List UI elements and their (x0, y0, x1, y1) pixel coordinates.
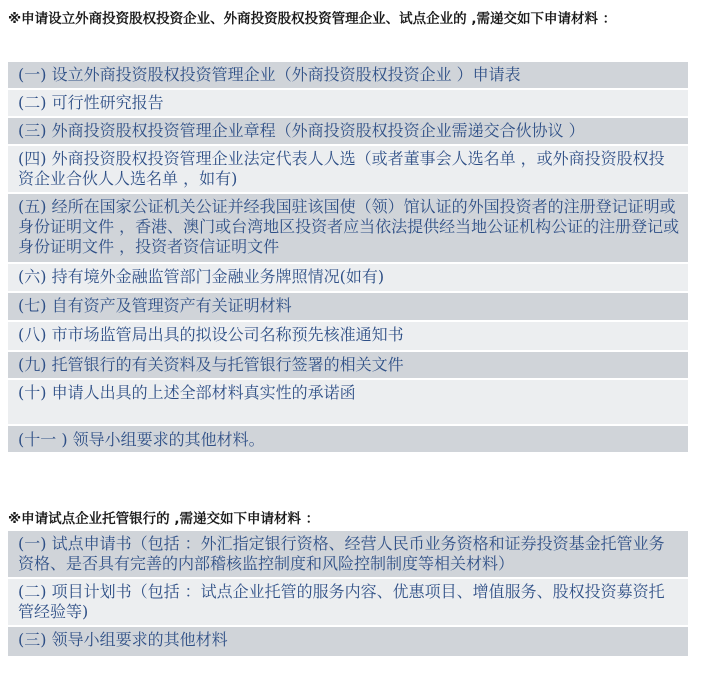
list-item-text: (五) 经所在国家公证机关公证并经我国驻该国使（领）馆认证的外国投资者的注册登记证明或身份证明文件 ，香港、澳门或台湾地区投资者应当依法提供经当地公证机构公证的注册登记或身份证明文件 ，投资者资信证明文件 (18, 197, 680, 256)
list-item (8, 293, 688, 322)
section1-heading: ※申请设立外商投资股权投资企业、外商投资股权投资管理企业、试点企业的 ,需递交如下申请材料 ： (8, 11, 617, 27)
list-item (8, 352, 688, 380)
list-item (8, 579, 688, 627)
list-item (8, 264, 688, 293)
list-item-text: (四) 外商投资股权投资管理企业法定代表人人选（或者董事会人选名单 ，或外商投资股权投资企业合伙人人选名单 ，如有) (18, 149, 665, 188)
list-item-text: (六) 持有境外金融监管部门金融业务牌照情况(如有) (18, 267, 385, 286)
list-item-text: (二) 项目计划书（包括 ：试点企业托管的服务内容、优惠项目、增值服务、股权投资募资托管经验等) (18, 582, 665, 621)
list-item (8, 118, 688, 146)
list-item-text: (三) 领导小组要求的其他材料 (18, 630, 228, 649)
list-item (8, 90, 688, 118)
list-item (8, 380, 688, 426)
list-item-text: (十一 ) 领导小组要求的其他材料。 (18, 430, 265, 449)
list-item-text: (七) 自有资产及管理资产有关证明材料 (18, 296, 292, 315)
list-item (8, 531, 688, 579)
list-item (8, 627, 688, 658)
list-item (8, 146, 688, 194)
section2-heading: ※申请试点企业托管银行的 ,需递交如下申请材料 ： (8, 511, 320, 527)
list-item-text: (一) 试点申请书（包括 ：外汇指定银行资格、经营人民币业务资格和证券投资基金托管业务资格、是否具有完善的内部稽核监控制度和风险控制制度等相关材料） (18, 534, 665, 573)
list-item (8, 62, 688, 90)
section2-list (8, 531, 688, 658)
list-item-text: (九) 托管银行的有关资料及与托管银行签署的相关文件 (18, 355, 404, 374)
section1-list (8, 62, 688, 454)
list-item-text: (八) 市市场监管局出具的拟设公司名称预先核准通知书 (18, 325, 404, 344)
list-item (8, 194, 688, 264)
list-item (8, 322, 688, 352)
list-item-text: (三) 外商投资股权投资管理企业章程（外商投资股权投资企业需递交合伙协议 ） (18, 121, 585, 140)
list-item-text: (十) 申请人出具的上述全部材料真实性的承诺函 (18, 383, 356, 402)
list-item-text: (二) 可行性研究报告 (18, 93, 164, 112)
list-item-text: (一) 设立外商投资股权投资管理企业（外商投资股权投资企业 ）申请表 (18, 65, 521, 84)
list-item (8, 426, 688, 454)
